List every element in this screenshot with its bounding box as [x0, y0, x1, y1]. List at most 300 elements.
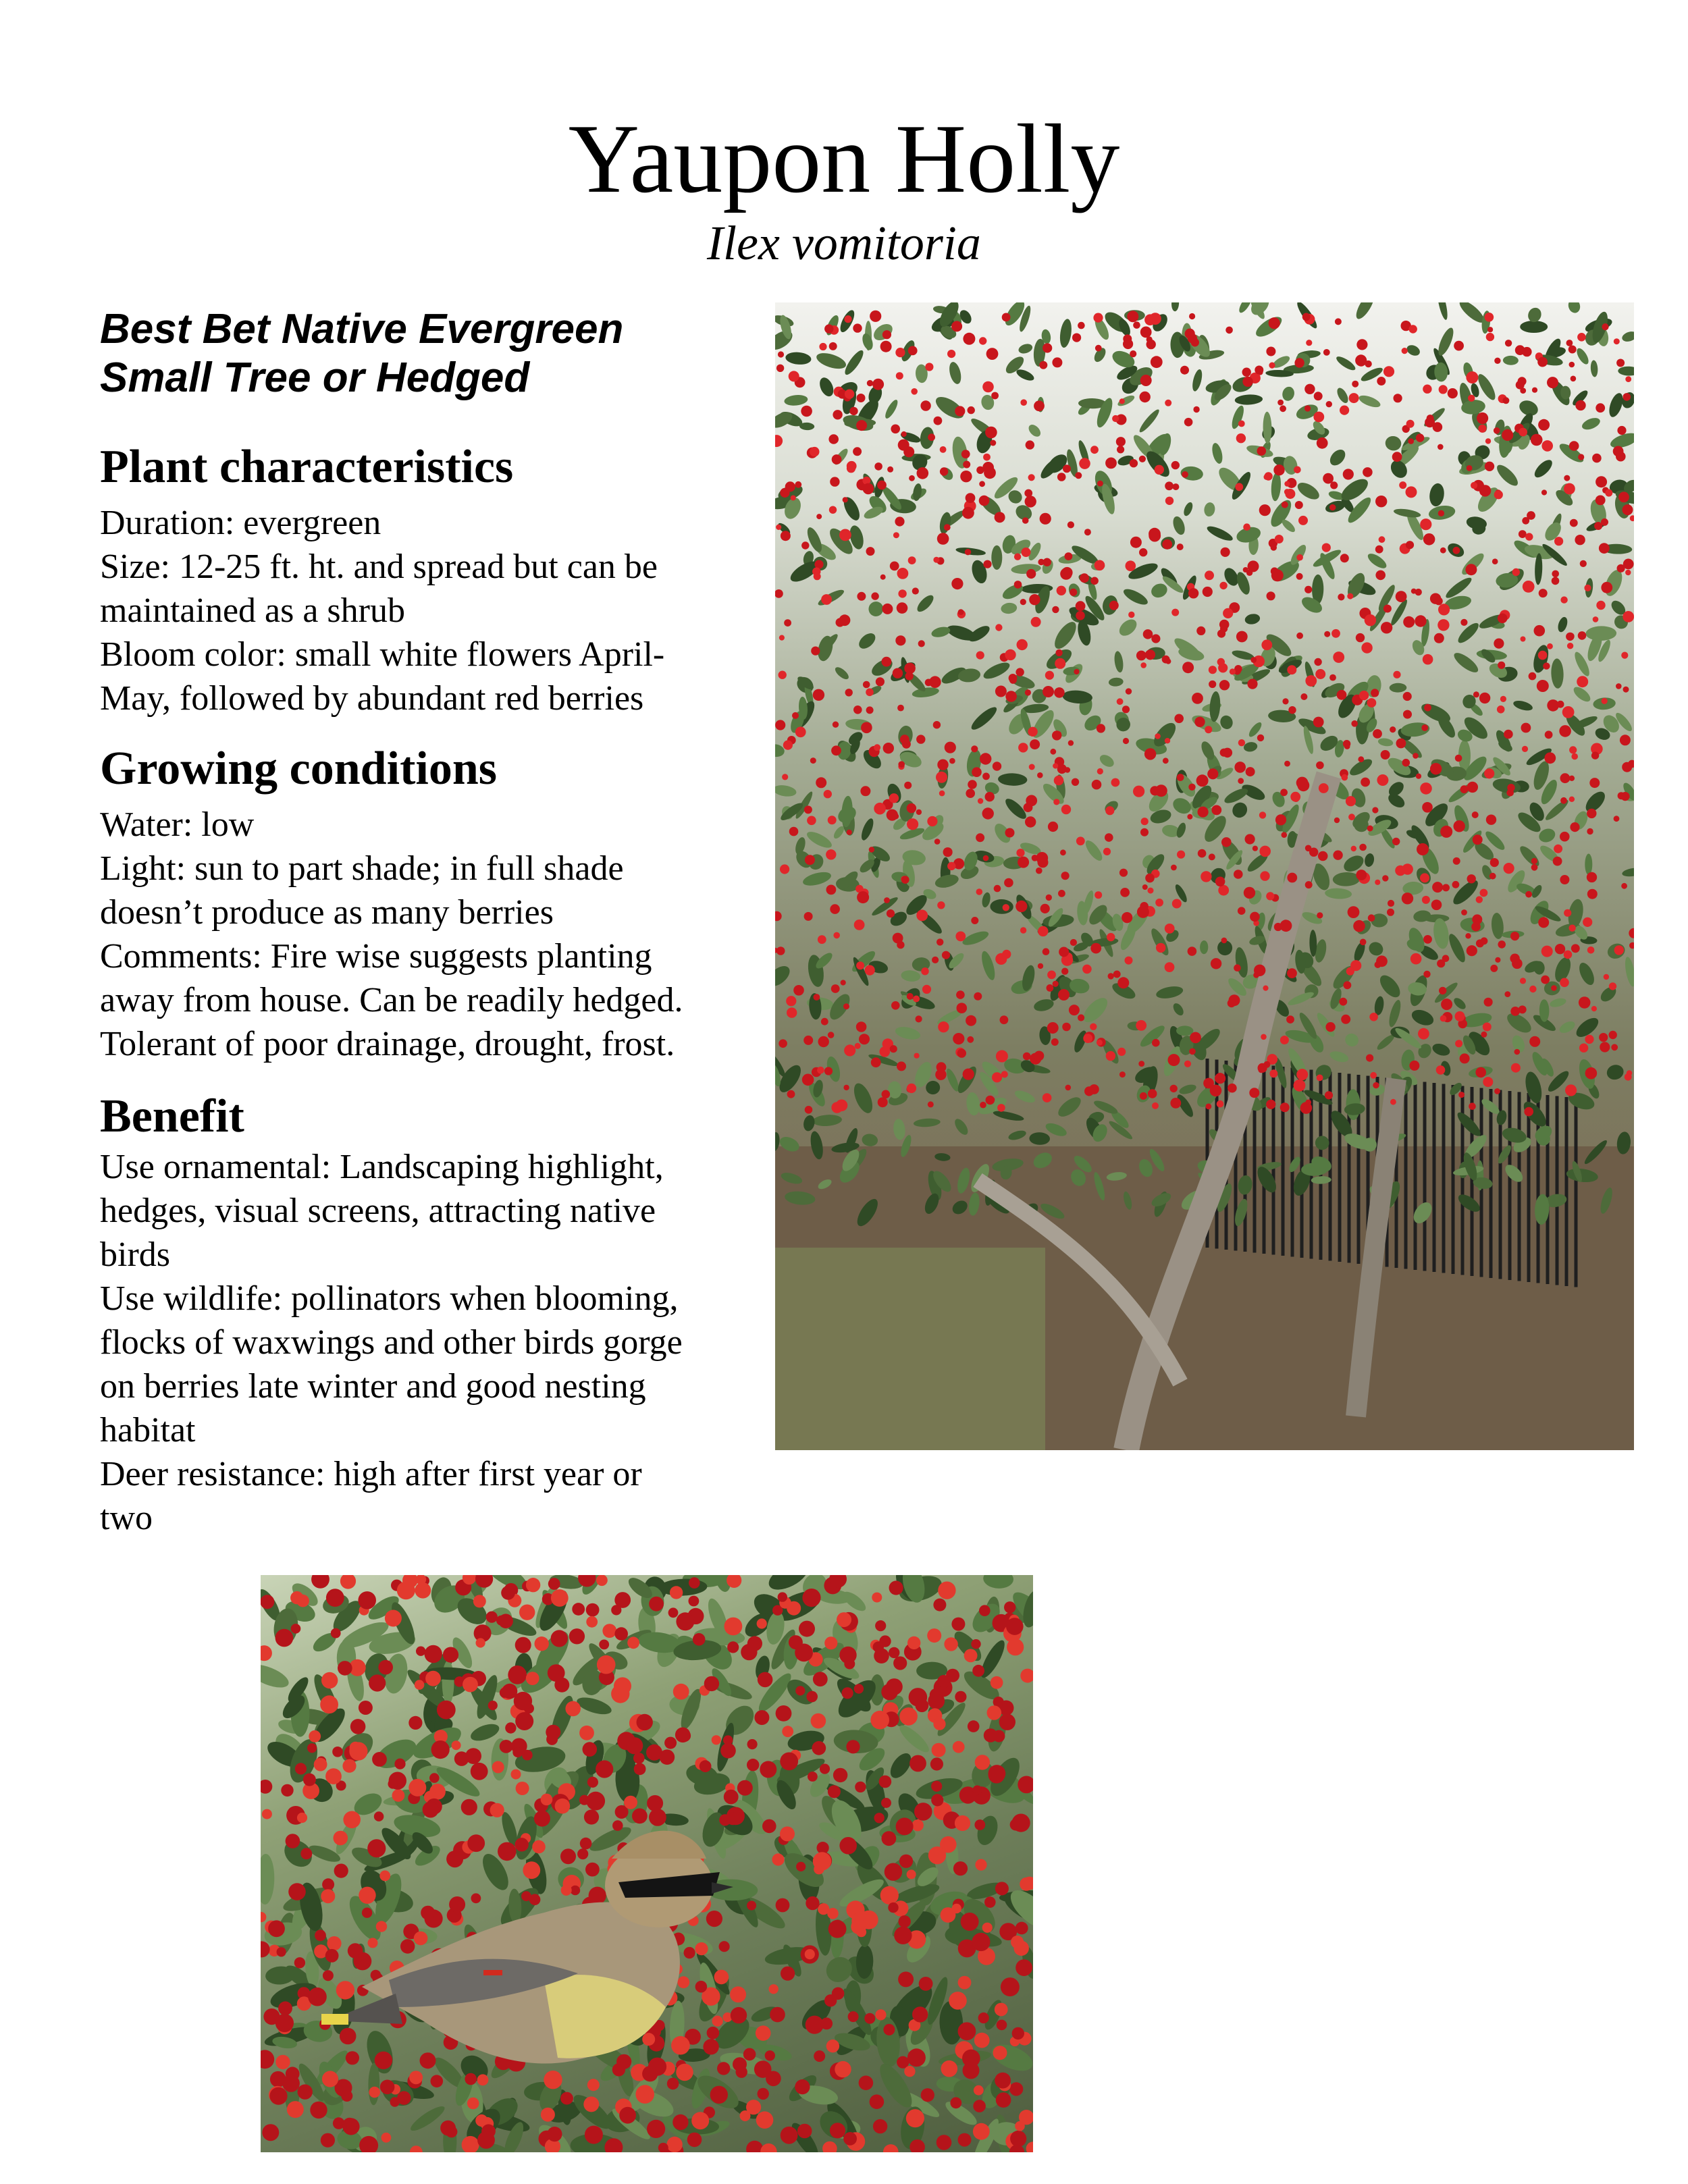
- plant-line: Duration: evergreen: [100, 504, 381, 542]
- berry: [1003, 904, 1009, 911]
- berry: [1016, 1922, 1028, 1935]
- berry: [1285, 489, 1295, 499]
- berry: [867, 380, 873, 386]
- waxwing-photo: [261, 1575, 1033, 2152]
- berry: [1296, 554, 1303, 561]
- berry: [1454, 820, 1465, 832]
- berry: [895, 516, 904, 526]
- berry: [1022, 548, 1031, 557]
- berry: [1430, 763, 1442, 774]
- berry: [1437, 959, 1445, 967]
- berry: [1298, 516, 1308, 525]
- berry: [1198, 849, 1207, 858]
- berry: [1604, 974, 1609, 980]
- berry: [1433, 422, 1443, 432]
- berry: [1165, 738, 1170, 743]
- berry: [772, 1853, 784, 1865]
- berry: [891, 1001, 900, 1010]
- berry: [843, 2132, 857, 2146]
- berry: [1346, 967, 1354, 976]
- leaf: [784, 394, 808, 406]
- berry: [1288, 706, 1296, 714]
- berry: [1148, 888, 1154, 894]
- leaf: [1230, 404, 1246, 431]
- berry: [1280, 789, 1288, 796]
- berry: [1485, 462, 1494, 471]
- berry: [919, 1977, 933, 1991]
- berry: [1032, 855, 1038, 861]
- berry: [893, 668, 903, 678]
- berry: [1165, 481, 1173, 490]
- berry: [760, 1761, 776, 1778]
- berry: [1189, 1048, 1196, 1055]
- berry: [1038, 963, 1043, 969]
- berry: [1062, 1023, 1071, 1032]
- berry: [1255, 366, 1263, 375]
- berry: [957, 1003, 968, 1013]
- berry: [1348, 814, 1355, 820]
- berry: [1097, 768, 1103, 774]
- berry: [747, 1759, 759, 1771]
- berry: [1280, 405, 1286, 412]
- berry: [1379, 536, 1386, 543]
- berry: [1614, 945, 1624, 955]
- leaf: [1623, 956, 1634, 987]
- berry: [1295, 501, 1303, 509]
- berry: [937, 901, 945, 909]
- berry: [842, 1687, 853, 1699]
- berry: [1156, 943, 1165, 953]
- berry: [883, 2144, 899, 2152]
- berry: [1529, 1036, 1540, 1047]
- berry: [1560, 875, 1569, 884]
- berry: [676, 2064, 693, 2081]
- leaf: [1454, 1109, 1483, 1139]
- berry: [1375, 496, 1387, 507]
- berry: [1477, 412, 1488, 424]
- berry: [887, 809, 898, 821]
- leaf: [1503, 356, 1519, 365]
- berry: [477, 2074, 489, 2085]
- berry: [1253, 972, 1259, 978]
- leaf: [1455, 620, 1481, 646]
- berry: [986, 1096, 995, 1105]
- berry: [916, 1699, 929, 1712]
- berry: [1465, 564, 1477, 575]
- berry: [587, 2079, 600, 2091]
- berry: [1420, 518, 1431, 530]
- berry: [843, 1085, 849, 1090]
- berry: [1587, 872, 1597, 882]
- berry: [340, 1575, 356, 1589]
- berry: [1219, 620, 1230, 630]
- berry: [904, 663, 916, 674]
- berry: [1006, 1618, 1024, 1635]
- berry: [904, 782, 912, 789]
- berry: [1406, 420, 1415, 428]
- berry: [1599, 1033, 1608, 1042]
- berry: [737, 1780, 753, 1796]
- berry: [1007, 1639, 1024, 1655]
- berry: [1394, 394, 1402, 402]
- berry: [1331, 629, 1340, 638]
- berry: [1571, 753, 1578, 760]
- berry: [300, 1848, 312, 1859]
- berry: [1005, 828, 1015, 838]
- leaf: [1532, 457, 1556, 481]
- berry: [967, 1036, 974, 1043]
- leaf: [991, 545, 1002, 570]
- berry: [1467, 465, 1473, 471]
- berry: [1396, 591, 1407, 602]
- berry: [957, 1048, 966, 1057]
- berry: [296, 1595, 309, 1607]
- berry: [1390, 1099, 1396, 1105]
- leaf: [1155, 984, 1184, 1001]
- berry: [309, 1730, 321, 1742]
- berry: [1373, 1082, 1379, 1088]
- berry: [1440, 548, 1446, 554]
- berry: [878, 1097, 888, 1107]
- berry: [1600, 1042, 1610, 1052]
- berry: [1541, 440, 1553, 452]
- berry: [754, 1710, 769, 1725]
- leaf: [974, 1813, 1001, 1848]
- berry: [828, 1920, 847, 1938]
- berry: [376, 1921, 387, 1932]
- leaf: [1558, 1019, 1577, 1035]
- berry: [803, 1036, 813, 1045]
- berry: [1244, 887, 1255, 899]
- leaf: [1327, 447, 1348, 469]
- leaf: [1452, 996, 1467, 1011]
- berry: [1568, 925, 1575, 932]
- berry: [724, 1618, 743, 1636]
- berry: [1152, 1039, 1160, 1047]
- berry: [918, 640, 925, 647]
- berry: [322, 1878, 334, 1890]
- berry: [1182, 471, 1188, 478]
- berry: [437, 1701, 456, 1720]
- berry: [1383, 605, 1392, 613]
- berry: [1196, 774, 1209, 787]
- berry: [797, 2124, 812, 2139]
- berry: [1322, 543, 1331, 552]
- berry: [1519, 530, 1527, 538]
- berry: [831, 745, 841, 755]
- berry: [1163, 757, 1169, 764]
- berry: [1038, 926, 1048, 936]
- berry: [883, 743, 894, 753]
- berry: [1368, 914, 1375, 922]
- berry: [627, 1636, 639, 1649]
- berry: [336, 1981, 354, 1999]
- berry: [1393, 671, 1400, 678]
- berry: [995, 686, 1007, 697]
- berry: [1055, 658, 1065, 669]
- berry: [583, 1742, 598, 1757]
- berry: [942, 951, 950, 959]
- berry: [1123, 339, 1133, 349]
- berry: [1434, 633, 1444, 643]
- berry: [1329, 674, 1336, 681]
- berry: [1053, 799, 1059, 805]
- berry: [626, 1737, 643, 1754]
- berry: [1395, 865, 1406, 876]
- leaf: [1281, 385, 1296, 402]
- berry: [1188, 947, 1197, 956]
- berry: [1151, 634, 1160, 643]
- berry: [795, 481, 801, 488]
- berry: [1192, 693, 1203, 704]
- berry: [358, 1591, 376, 1609]
- berry: [880, 1886, 899, 1905]
- berry: [980, 1102, 986, 1109]
- berry: [1177, 774, 1184, 781]
- berry: [505, 1722, 516, 1733]
- berry: [1544, 949, 1552, 957]
- berry: [1097, 1040, 1103, 1046]
- berry: [816, 777, 826, 788]
- berry: [719, 1941, 730, 1952]
- berry: [845, 390, 854, 399]
- berry: [1599, 543, 1610, 554]
- berry: [635, 2085, 654, 2104]
- berry: [322, 2071, 338, 2087]
- berry: [1360, 939, 1367, 946]
- berry: [1547, 699, 1559, 712]
- berry: [500, 1740, 513, 1753]
- leaf: [801, 870, 833, 888]
- berry: [1552, 570, 1559, 578]
- berry: [1455, 1040, 1462, 1047]
- berry: [810, 447, 819, 456]
- berry: [348, 1943, 363, 1959]
- berry: [828, 816, 837, 824]
- berry: [792, 712, 799, 719]
- berry: [261, 1912, 266, 1922]
- berry: [425, 1671, 441, 1686]
- berry: [1236, 631, 1248, 643]
- berry: [1562, 706, 1575, 718]
- berry: [583, 2096, 599, 2112]
- berry: [1376, 955, 1388, 967]
- berry: [369, 1674, 386, 1691]
- berry: [1569, 746, 1577, 753]
- berry: [955, 406, 965, 416]
- berry: [1305, 881, 1313, 888]
- berry: [1217, 658, 1225, 666]
- plant-line: Size: 12-25 ft. ht. and spread but can be: [100, 548, 658, 586]
- berry: [584, 1809, 599, 1824]
- leaf: [934, 872, 960, 890]
- berry: [1423, 654, 1433, 665]
- berry: [684, 1947, 695, 1959]
- berry: [1061, 805, 1071, 814]
- berry: [1119, 869, 1128, 877]
- berry: [1323, 349, 1330, 356]
- berry: [1553, 857, 1562, 866]
- berry: [835, 2061, 851, 2077]
- berry: [1340, 406, 1349, 415]
- leaf: [1171, 302, 1179, 311]
- berry: [1469, 1102, 1476, 1110]
- berry: [1359, 844, 1367, 851]
- berry: [1112, 415, 1119, 422]
- berry: [830, 477, 839, 486]
- leaf: [1332, 872, 1360, 886]
- berry: [1058, 989, 1070, 1001]
- berry: [1422, 802, 1433, 813]
- berry: [908, 346, 918, 356]
- berry: [717, 2062, 730, 2075]
- leaf: [1108, 677, 1124, 687]
- leaf: [363, 2027, 398, 2076]
- berry: [1455, 755, 1462, 762]
- berry: [805, 1949, 815, 1959]
- berry: [1484, 998, 1493, 1007]
- berry: [1025, 816, 1036, 827]
- berry: [953, 1861, 968, 1875]
- berry: [917, 467, 929, 479]
- berry: [400, 1939, 415, 1953]
- berry: [932, 957, 939, 963]
- leaf: [1534, 553, 1543, 585]
- berry: [974, 1819, 985, 1830]
- berry: [519, 1605, 535, 1620]
- berry: [288, 1883, 306, 1900]
- berry: [833, 932, 840, 939]
- berry: [974, 2033, 990, 2048]
- berry: [930, 1688, 943, 1702]
- berry: [490, 1803, 504, 1817]
- berry: [1324, 631, 1330, 637]
- berry: [907, 1084, 916, 1093]
- leaf: [883, 398, 900, 420]
- berry: [1314, 658, 1321, 666]
- berry: [1266, 347, 1275, 356]
- berry: [795, 1686, 805, 1695]
- berry: [1206, 1104, 1212, 1110]
- berry: [1266, 892, 1274, 900]
- berry: [898, 589, 906, 597]
- leaf: [947, 361, 963, 385]
- berry: [1381, 622, 1392, 633]
- berry: [1128, 612, 1134, 618]
- leaf: [1325, 888, 1352, 900]
- berry: [1079, 458, 1090, 469]
- berry: [1609, 1031, 1617, 1039]
- berry: [987, 1705, 1002, 1720]
- berry: [865, 965, 875, 976]
- berry: [979, 496, 990, 506]
- berry: [1593, 616, 1599, 622]
- berry: [889, 1580, 903, 1595]
- berry: [1356, 339, 1367, 350]
- berry: [1623, 393, 1631, 401]
- berry: [471, 1893, 481, 1903]
- berry: [1314, 392, 1323, 400]
- berry: [1559, 725, 1571, 737]
- berry: [807, 816, 816, 826]
- berry: [1505, 340, 1512, 346]
- berry: [1415, 615, 1426, 627]
- berry: [1423, 935, 1432, 944]
- berry: [1004, 1601, 1016, 1613]
- leaf: [993, 1109, 1025, 1123]
- berry: [1105, 458, 1117, 469]
- berry: [1271, 567, 1279, 575]
- berry: [409, 2071, 423, 2084]
- berry: [1591, 1006, 1597, 1011]
- leaf: [1492, 776, 1522, 795]
- berry: [1287, 968, 1297, 978]
- berry: [1510, 954, 1519, 963]
- berry: [1335, 318, 1342, 325]
- berry: [1418, 1028, 1429, 1040]
- berry: [1203, 1078, 1214, 1089]
- berry: [828, 1032, 835, 1038]
- berry: [1487, 327, 1493, 332]
- berry: [830, 904, 840, 914]
- berry: [1130, 350, 1136, 357]
- berry: [776, 1705, 792, 1722]
- berry: [1539, 589, 1548, 597]
- berry: [1403, 616, 1415, 628]
- berry: [1076, 601, 1086, 611]
- berry: [1139, 548, 1147, 556]
- berry: [596, 1760, 613, 1778]
- berry: [1620, 735, 1631, 745]
- leaf: [812, 1114, 843, 1127]
- berry: [689, 1596, 700, 1607]
- berry: [1223, 608, 1233, 618]
- berry: [1045, 671, 1054, 680]
- berry: [695, 1942, 708, 1955]
- berry: [1105, 833, 1113, 842]
- berry: [334, 1831, 348, 1846]
- berry: [1429, 535, 1434, 541]
- berry: [1048, 822, 1058, 832]
- berry: [940, 467, 948, 475]
- berry: [1592, 454, 1602, 463]
- berry: [1522, 347, 1531, 356]
- berry: [907, 803, 916, 813]
- berry: [1012, 2027, 1024, 2040]
- berry: [995, 512, 1005, 523]
- berry: [1108, 973, 1114, 979]
- berry: [1223, 748, 1233, 758]
- berry: [955, 932, 966, 942]
- berry: [1485, 313, 1494, 322]
- berry: [999, 1714, 1016, 1730]
- berry: [1427, 415, 1434, 422]
- berry: [870, 311, 881, 322]
- berry: [1109, 601, 1119, 610]
- berry: [1629, 928, 1634, 938]
- berry: [872, 379, 884, 390]
- leaf: [785, 351, 812, 365]
- benefit-line: flocks of waxwings and other birds gorge: [100, 1323, 683, 1362]
- berry: [1537, 357, 1548, 367]
- berry: [899, 1855, 913, 1868]
- berry: [1263, 986, 1268, 991]
- berry: [1092, 780, 1102, 790]
- berry: [983, 855, 989, 861]
- berry: [1016, 1959, 1032, 1976]
- berry: [857, 394, 866, 402]
- berry: [465, 1748, 481, 1764]
